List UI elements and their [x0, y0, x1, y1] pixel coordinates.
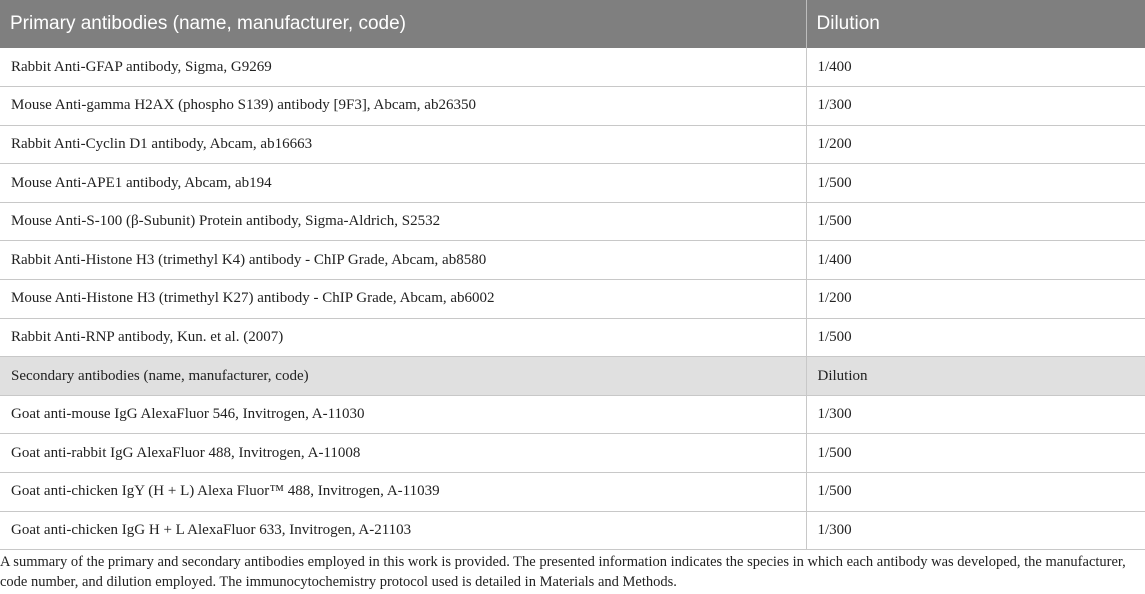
header-primary-antibodies: Primary antibodies (name, manufacturer, code)	[0, 0, 806, 48]
antibody-name-cell: Goat anti-chicken IgG H + L AlexaFluor 633, Invitrogen, A-21103	[0, 511, 806, 550]
table-row	[0, 280, 1145, 319]
antibody-name-cell: Mouse Anti-S-100 (β-Subunit) Protein antibody, Sigma-Aldrich, S2532	[0, 202, 806, 241]
table-row	[0, 241, 1145, 280]
dilution-cell: 1/300	[806, 395, 1145, 434]
dilution-cell: 1/200	[806, 280, 1145, 319]
dilution-cell: 1/200	[806, 125, 1145, 164]
header-secondary-antibodies: Secondary antibodies (name, manufacturer, code)	[0, 357, 806, 396]
dilution-cell: 1/500	[806, 473, 1145, 512]
antibody-name-cell: Rabbit Anti-Cyclin D1 antibody, Abcam, ab16663	[0, 125, 806, 164]
table-row	[0, 164, 1145, 203]
antibody-name-cell: Mouse Anti-APE1 antibody, Abcam, ab194	[0, 164, 806, 203]
table-row	[0, 202, 1145, 241]
dilution-cell: 1/500	[806, 164, 1145, 203]
table-row	[0, 473, 1145, 512]
table-row	[0, 48, 1145, 87]
antibody-name-cell: Rabbit Anti-Histone H3 (trimethyl K4) antibody - ChIP Grade, Abcam, ab8580	[0, 241, 806, 280]
table-header-row	[0, 0, 1145, 48]
table-caption: A summary of the primary and secondary antibodies employed in this work is provided. The presented information indicates the species in which each antibody was developed, the manufacturer, code number, and dilution employed. The immunocytochemistry protocol used is detailed in Materials and Methods.	[0, 554, 1126, 590]
dilution-cell: 1/400	[806, 48, 1145, 87]
dilution-cell: 1/500	[806, 202, 1145, 241]
dilution-cell: 1/300	[806, 511, 1145, 550]
header-secondary-dilution: Dilution	[806, 357, 1145, 396]
dilution-cell: 1/500	[806, 434, 1145, 473]
antibody-name-cell: Goat anti-rabbit IgG AlexaFluor 488, Invitrogen, A-11008	[0, 434, 806, 473]
table-row	[0, 318, 1145, 357]
dilution-cell: 1/400	[806, 241, 1145, 280]
table-row	[0, 511, 1145, 550]
dilution-cell: 1/500	[806, 318, 1145, 357]
table-row	[0, 395, 1145, 434]
table-row	[0, 87, 1145, 126]
antibody-name-cell: Goat anti-mouse IgG AlexaFluor 546, Invitrogen, A-11030	[0, 395, 806, 434]
antibody-name-cell: Mouse Anti-Histone H3 (trimethyl K27) antibody - ChIP Grade, Abcam, ab6002	[0, 280, 806, 319]
table-row	[0, 434, 1145, 473]
dilution-cell: 1/300	[806, 87, 1145, 126]
header-dilution: Dilution	[806, 0, 1145, 48]
secondary-header-row	[0, 357, 1145, 396]
antibody-name-cell: Mouse Anti-gamma H2AX (phospho S139) antibody [9F3], Abcam, ab26350	[0, 87, 806, 126]
antibody-name-cell: Goat anti-chicken IgY (H + L) Alexa Fluor™ 488, Invitrogen, A-11039	[0, 473, 806, 512]
antibody-name-cell: Rabbit Anti-GFAP antibody, Sigma, G9269	[0, 48, 806, 87]
antibody-name-cell: Rabbit Anti-RNP antibody, Kun. et al. (2007)	[0, 318, 806, 357]
table-row	[0, 125, 1145, 164]
